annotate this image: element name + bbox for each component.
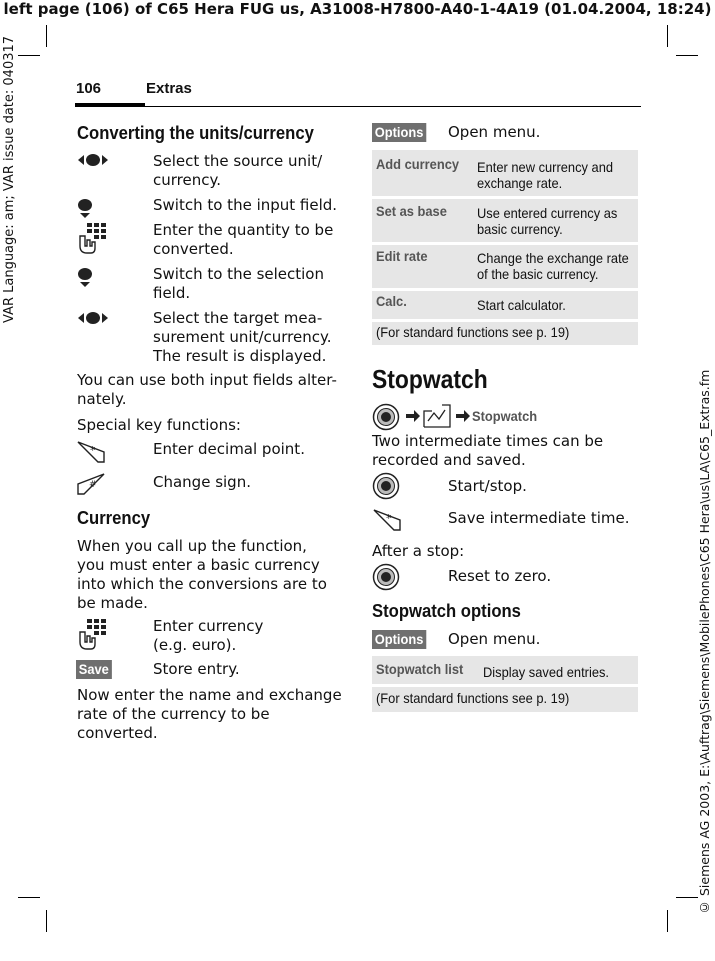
table-row xyxy=(372,656,638,684)
keypad-icon xyxy=(77,222,109,256)
paragraph: You can use both input fields alter-nately. xyxy=(77,371,337,408)
hash-key-icon xyxy=(76,472,106,496)
table-key: Set as base xyxy=(376,203,447,219)
instruction-text: Start/stop. xyxy=(448,477,527,495)
header-rule xyxy=(144,106,641,107)
svg-text:*: * xyxy=(90,444,96,457)
table-note: (For standard functions see p. 19) xyxy=(376,324,570,340)
table-note-row xyxy=(372,322,638,345)
page-title: Extras xyxy=(146,80,192,97)
crop-mark xyxy=(46,910,47,932)
instruction-text: Open menu. xyxy=(448,630,541,648)
paragraph: After a stop: xyxy=(372,542,465,560)
crop-mark xyxy=(46,25,47,47)
table-note: (For standard functions see p. 19) xyxy=(376,690,570,706)
table-key: Stopwatch list xyxy=(376,661,464,677)
nav-left-right-icon xyxy=(77,152,109,168)
center-key-icon xyxy=(372,563,400,591)
section-heading: Currency xyxy=(77,507,151,528)
instruction-text: Select the target mea-surement unit/currency. The result is displayed. xyxy=(153,309,332,365)
section-heading: Stopwatch options xyxy=(372,600,521,621)
extras-menu-icon xyxy=(422,403,452,429)
crop-mark xyxy=(18,897,40,898)
options-softkey: Options xyxy=(372,123,426,142)
crop-mark xyxy=(667,910,668,932)
arrow-icon xyxy=(456,410,470,422)
arrow-icon xyxy=(406,410,420,422)
instruction-text: Select the source unit/ currency. xyxy=(153,152,323,189)
table-key: Calc. xyxy=(376,293,407,309)
crop-mark xyxy=(676,897,698,898)
print-header: left page (106) of C65 Hera FUG us, A31008-H7800-A40-1-4A19 (01.04.2004, 18:24) xyxy=(3,0,712,18)
table-note-row xyxy=(372,687,638,712)
paragraph: Two intermediate times can be recorded and saved. xyxy=(372,432,604,469)
instruction-text: Enter currency (e.g. euro). xyxy=(153,617,264,654)
instruction-text: Enter the quantity to be converted. xyxy=(153,221,334,258)
side-note-right: © Siemens AG 2003, E:\Auftrag\Siemens\MobilePhones\C65 Hera\us\LA\C65_Extras.fm xyxy=(697,370,712,916)
star-key-icon xyxy=(76,440,106,464)
crop-mark xyxy=(667,25,668,47)
table-value: Display saved entries. xyxy=(483,664,609,680)
crop-mark xyxy=(18,55,40,56)
crop-mark xyxy=(676,55,698,56)
table-value: Change the exchange rate of the basic currency. xyxy=(477,250,629,282)
center-key-icon xyxy=(372,472,400,500)
star-key-icon xyxy=(372,508,402,532)
instruction-text: Change sign. xyxy=(153,473,251,491)
nav-down-icon xyxy=(77,197,93,219)
instruction-text: Store entry. xyxy=(153,660,240,678)
paragraph: Now enter the name and exchange rate of the currency to be converted. xyxy=(77,686,342,742)
menu-path-target: Stopwatch xyxy=(472,408,538,424)
section-heading: Stopwatch xyxy=(372,364,488,394)
svg-text:#: # xyxy=(89,480,97,490)
nav-down-icon xyxy=(77,266,93,288)
instruction-text: Open menu. xyxy=(448,123,541,141)
header-rule-thick xyxy=(75,103,145,107)
save-softkey: Save xyxy=(76,660,112,679)
options-softkey: Options xyxy=(372,630,426,649)
instruction-text: Reset to zero. xyxy=(448,567,552,585)
center-key-icon xyxy=(372,403,400,431)
table-row xyxy=(372,150,638,196)
table-value: Start calculator. xyxy=(477,297,566,313)
table-key: Edit rate xyxy=(376,248,428,264)
table-row xyxy=(372,199,638,242)
instruction-text: Enter decimal point. xyxy=(153,440,305,458)
keypad-icon xyxy=(77,618,109,652)
instruction-text: Switch to the input field. xyxy=(153,196,338,214)
svg-text:*: * xyxy=(386,512,392,525)
section-heading: Converting the units/currency xyxy=(77,122,314,143)
table-row xyxy=(372,291,638,319)
instruction-text: Save intermediate time. xyxy=(448,509,630,527)
table-key: Add currency xyxy=(376,156,460,172)
paragraph: When you call up the function, you must enter a basic currency into which the conversions are to be made. xyxy=(77,537,327,612)
instruction-text: Switch to the selection field. xyxy=(153,265,324,302)
table-row xyxy=(372,245,638,288)
paragraph: Special key functions: xyxy=(77,416,241,434)
table-value: Use entered currency as basic currency. xyxy=(477,205,618,237)
table-value: Enter new currency and exchange rate. xyxy=(477,159,614,191)
side-note-left: VAR Language: am; VAR issue date: 040317 xyxy=(2,35,17,323)
nav-left-right-icon xyxy=(77,310,109,326)
page-number: 106 xyxy=(76,80,102,97)
